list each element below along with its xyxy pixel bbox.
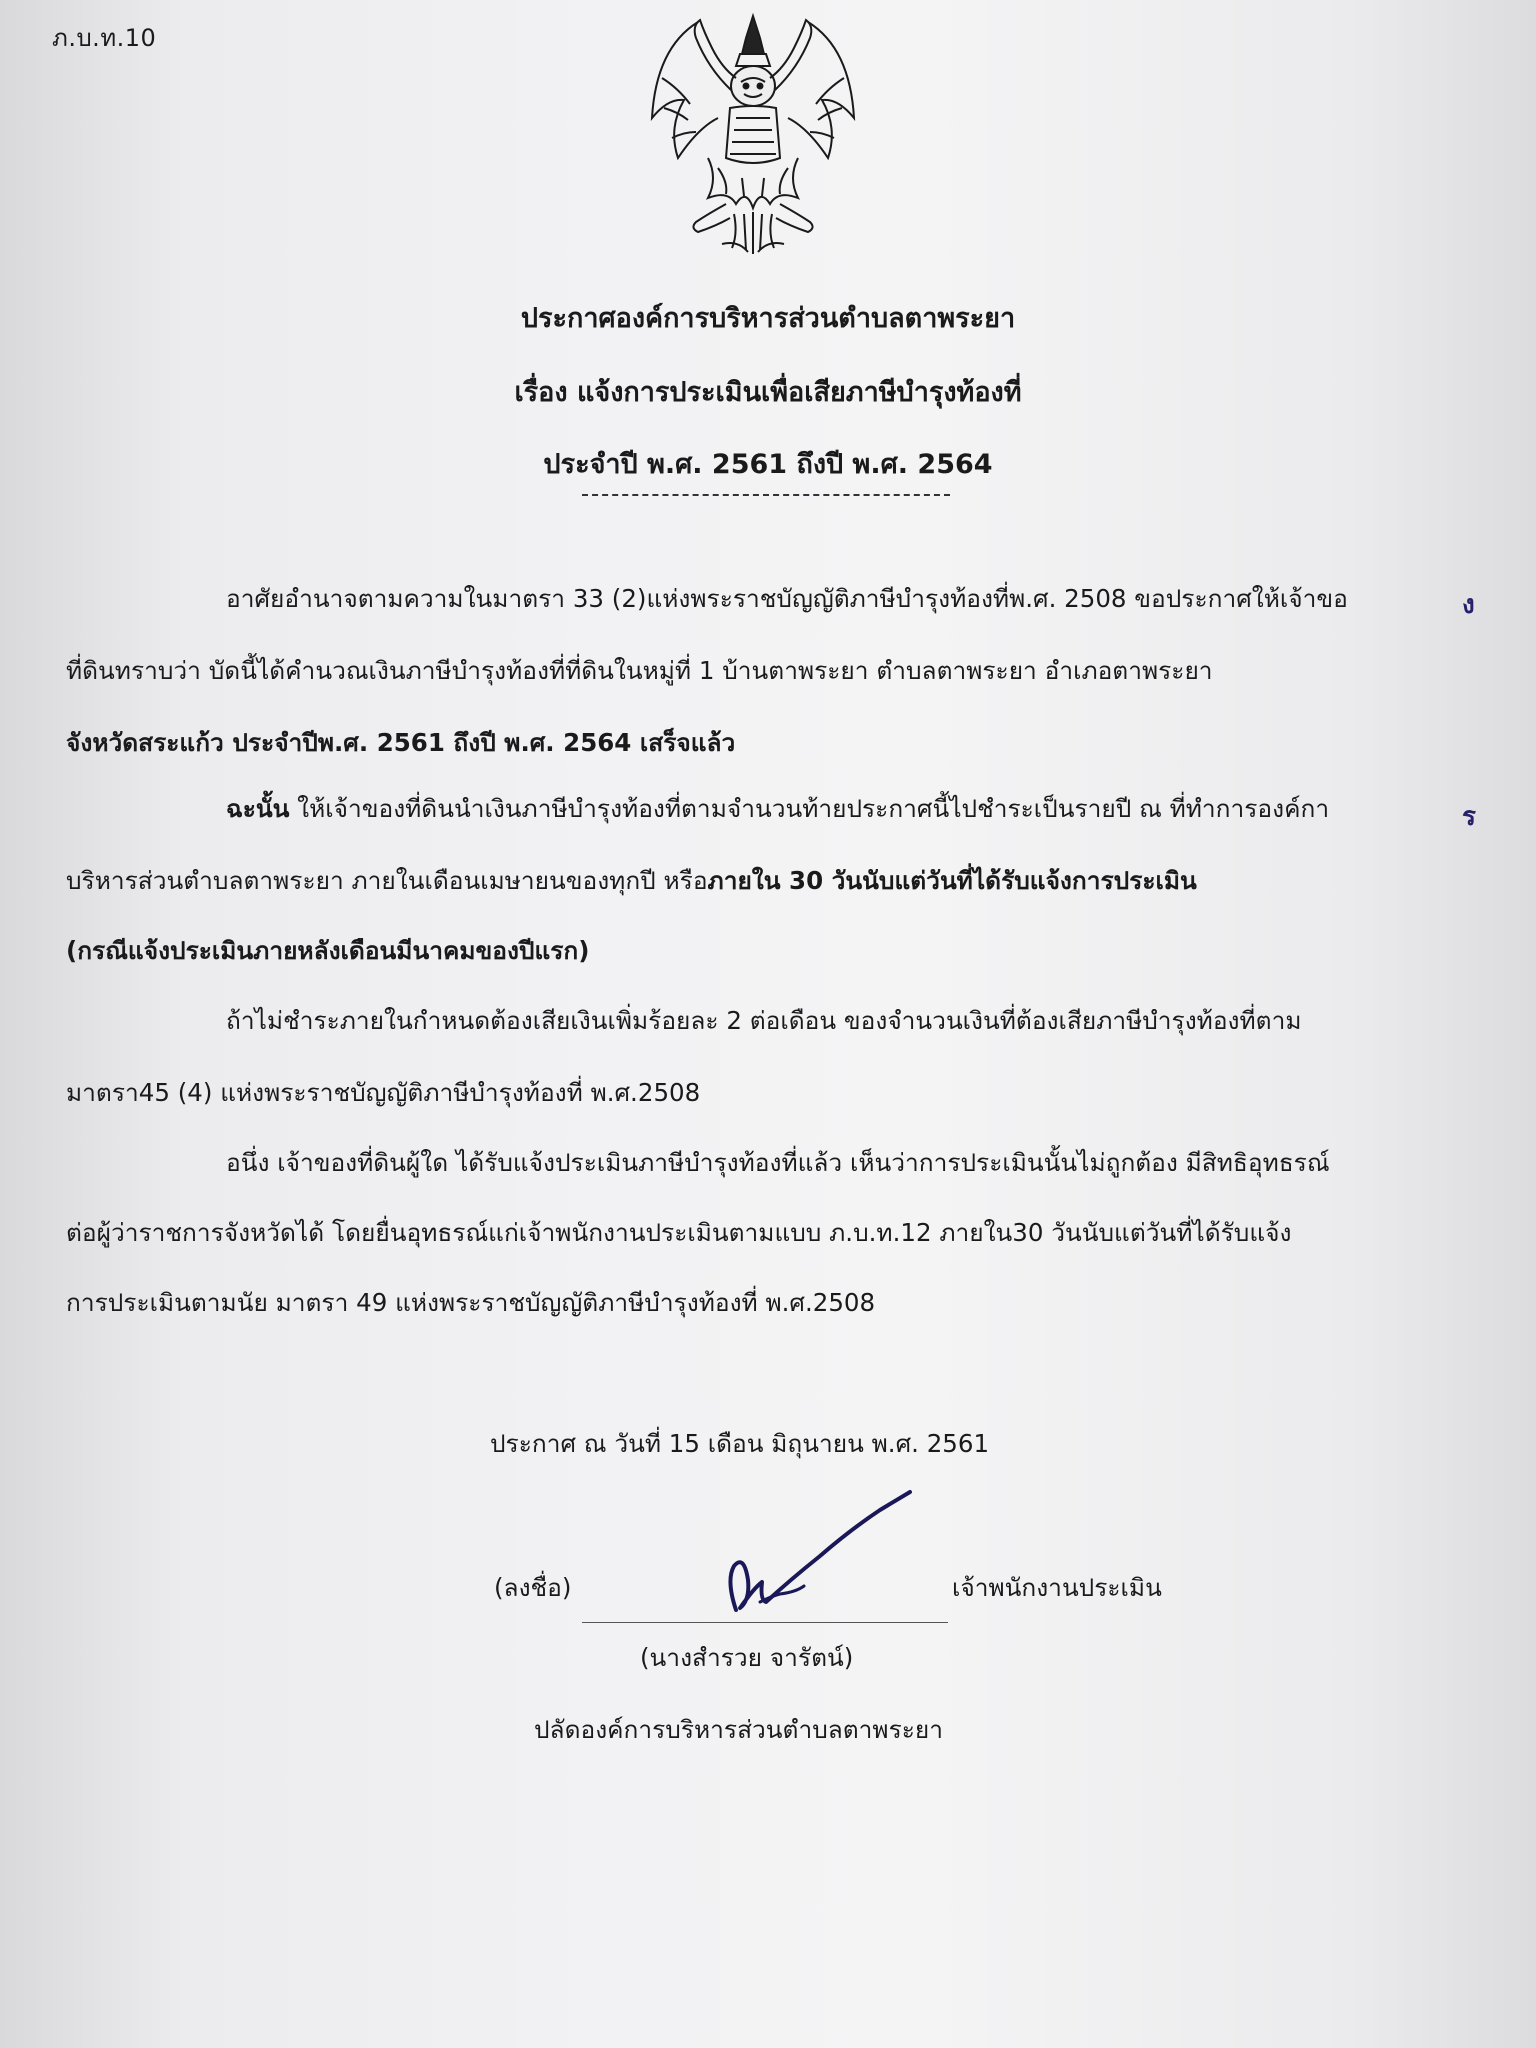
handwritten-mark-1: ง <box>1462 590 1475 620</box>
paragraph-1-line-2: ที่ดินทราบว่า บัดนี้ได้คำนวณเงินภาษีบำรุงท้องที่ที่ดินในหมู่ที่ 1 บ้านตาพระยา ตำบลตาพระยา อำเภอตาพระยา <box>66 656 1213 685</box>
signer-position: ปลัดองค์การบริหารส่วนตำบลตาพระยา <box>534 1715 944 1744</box>
signed-label: (ลงชื่อ) <box>494 1573 572 1602</box>
paragraph-2-line-2 <box>66 864 1466 898</box>
handwritten-signature <box>700 1470 920 1620</box>
paragraph-2-lead: ฉะนั้น <box>226 794 290 823</box>
signer-role: เจ้าพนักงานประเมิน <box>952 1573 1162 1602</box>
handwritten-mark-2: ร <box>1462 802 1476 832</box>
announcement-title: ประกาศองค์การบริหารส่วนตำบลตาพระยา <box>520 303 1016 334</box>
paragraph-4-line-3: การประเมินตามนัย มาตรา 49 แห่งพระราชบัญญัติภาษีบำรุงท้องที่ พ.ศ.2508 <box>66 1288 876 1317</box>
paragraph-1-line-1: อาศัยอำนาจตามความในมาตรา 33 (2)แห่งพระราชบัญญัติภาษีบำรุงท้องที่พ.ศ. 2508 ขอประกาศให้เจ้าขอ <box>226 584 1348 613</box>
announcement-date: ประกาศ ณ วันที่ 15 เดือน มิถุนายน พ.ศ. 2561 <box>490 1429 990 1458</box>
form-code: ภ.บ.ท.10 <box>52 24 157 52</box>
paragraph-2-line-1 <box>226 792 1466 826</box>
paragraph-1-line-3: จังหวัดสระแก้ว ประจำปีพ.ศ. 2561 ถึงปี พ.ศ. 2564 เสร็จแล้ว <box>66 728 736 757</box>
paragraph-2-line-3: (กรณีแจ้งประเมินภายหลังเดือนมีนาคมของปีแรก) <box>66 936 590 965</box>
paragraph-4-line-2: ต่อผู้ว่าราชการจังหวัดได้ โดยยื่นอุทธรณ์แก่เจ้าพนักงานประเมินตามแบบ ภ.บ.ท.12 ภายใน30 วันนับแต่วันที่ได้รับแจ้ง <box>66 1218 1292 1247</box>
announcement-subject: เรื่อง แจ้งการประเมินเพื่อเสียภาษีบำรุงท้องที่ <box>514 377 1022 408</box>
title-divider <box>582 494 950 496</box>
paragraph-2-line-2-start: บริหารส่วนตำบลตาพระยา ภายในเดือนเมษายนของทุกปี หรือ <box>66 866 708 895</box>
paragraph-2-line-1-rest: ให้เจ้าของที่ดินนำเงินภาษีบำรุงท้องที่ตามจำนวนท้ายประกาศนี้ไปชำระเป็นรายปี ณ ที่ทำการองค์กา <box>289 794 1330 823</box>
garuda-emblem-icon <box>638 8 868 258</box>
signer-name: (นางสำรวย จารัตน์) <box>640 1643 854 1672</box>
signature-line <box>582 1622 948 1623</box>
announcement-period: ประจำปี พ.ศ. 2561 ถึงปี พ.ศ. 2564 <box>543 449 993 480</box>
paragraph-2-line-2-bold: ภายใน 30 วันนับแต่วันที่ได้รับแจ้งการประเมิน <box>707 866 1197 895</box>
paragraph-4-line-1: อนึ่ง เจ้าของที่ดินผู้ใด ได้รับแจ้งประเมินภาษีบำรุงท้องที่แล้ว เห็นว่าการประเมินนั้นไม่ถูกต้อง มีสิทธิอุทธรณ์ <box>226 1148 1330 1177</box>
paragraph-3-line-2: มาตรา45 (4) แห่งพระราชบัญญัติภาษีบำรุงท้องที่ พ.ศ.2508 <box>66 1078 701 1107</box>
paragraph-3-line-1: ถ้าไม่ชำระภายในกำหนดต้องเสียเงินเพิ่มร้อยละ 2 ต่อเดือน ของจำนวนเงินที่ต้องเสียภาษีบำรุงท้องที่ตาม <box>226 1006 1302 1035</box>
